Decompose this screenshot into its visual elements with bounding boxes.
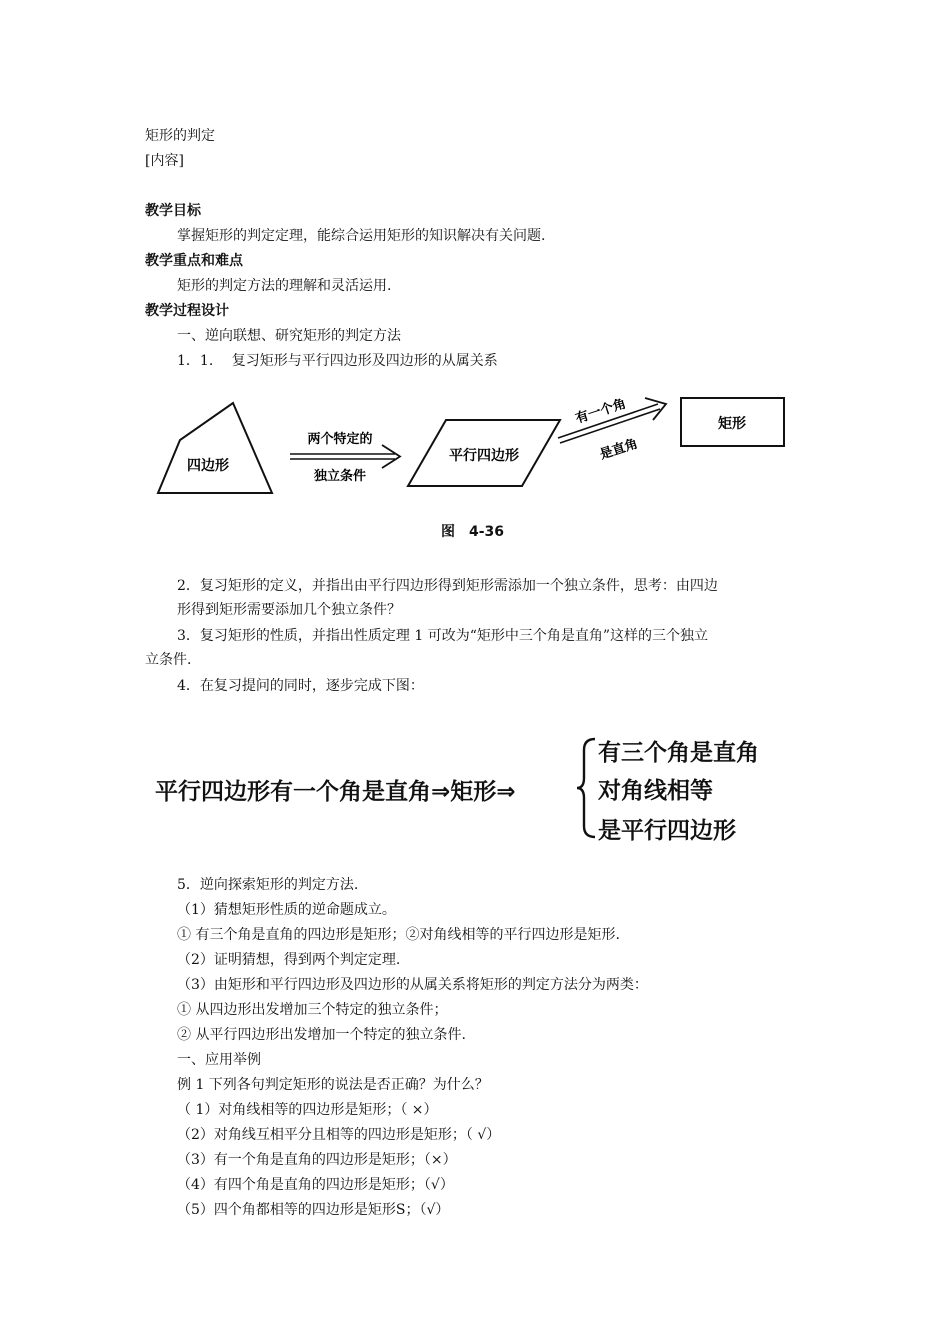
rect-label: 矩形 <box>718 416 746 432</box>
item3-line1: 3．复习矩形的性质，并指出性质定理 1 可改为“矩形中三个角是直角”这样的三个独立 <box>177 628 709 644</box>
quad-label: 四边形 <box>187 458 229 474</box>
question4: （4）有四个角是直角的四边形是矩形；（√） <box>177 1177 454 1193</box>
arrow1-top-label: 两个特定的 <box>307 432 373 447</box>
figure-quadrilateral-relations <box>150 390 800 500</box>
step1-detail: ① 有三个角是直角的四边形是矩形；②对角线相等的平行四边形是矩形. <box>177 927 620 943</box>
step1: （1）猜想矩形性质的逆命题成立。 <box>177 902 396 918</box>
key-heading: 教学重点和难点 <box>145 253 243 269</box>
question5: （5）四个角都相等的四边形是矩形S；（√） <box>177 1202 450 1218</box>
step3: （3）由矩形和平行四边形及四边形的从属关系将矩形的判定方法分为两类： <box>177 977 648 993</box>
goal-heading: 教学目标 <box>145 203 201 219</box>
figure2-right-2: 对角线相等 <box>598 778 713 804</box>
process-heading: 教学过程设计 <box>145 303 229 319</box>
quadrilateral-shape <box>158 403 272 493</box>
para-label: 平行四边形 <box>449 448 519 464</box>
document-title: 矩形的判定 <box>145 128 215 144</box>
step2: （2）证明猜想，得到两个判定定理. <box>177 952 401 968</box>
key-text: 矩形的判定方法的理解和灵活运用. <box>177 278 392 294</box>
item2-line1: 2．复习矩形的定义，并指出由平行四边形得到矩形需添加一个独立条件，思考：由四边 <box>177 578 718 594</box>
content-tag: [内容] <box>145 153 184 169</box>
item5: 5．逆向探索矩形的判定方法. <box>177 877 359 893</box>
question3: （3）有一个角是直角的四边形是矩形；（×） <box>177 1152 457 1168</box>
question2: （2）对角线互相平分且相等的四边形是矩形；（ √） <box>177 1127 501 1143</box>
category1: ① 从四边形出发增加三个特定的独立条件； <box>177 1002 448 1018</box>
arrow2-top-label: 有一个角 <box>573 396 628 427</box>
item4: 4．在复习提问的同时，逐步完成下图： <box>177 678 424 694</box>
item1: 1．1. 复习矩形与平行四边形及四边形的从属关系 <box>177 353 498 369</box>
part2-title: 一、应用举例 <box>177 1052 261 1068</box>
figure2-right-3: 是平行四边形 <box>598 818 736 844</box>
example1: 例 1 下列各句判定矩形的说法是否正确？为什么？ <box>177 1077 489 1093</box>
goal-text: 掌握矩形的判定定理，能综合运用矩形的知识解决有关问题. <box>177 228 546 244</box>
part1-title: 一、逆向联想、研究矩形的判定方法 <box>177 328 401 344</box>
item2-line2: 形得到矩形需要添加几个独立条件？ <box>177 602 401 618</box>
brace-icon <box>575 736 599 840</box>
category2: ② 从平行四边形出发增加一个特定的独立条件. <box>177 1027 466 1043</box>
figure1-caption: 图 4-36 <box>441 524 505 540</box>
arrow2-bottom-label: 是直角 <box>598 436 640 463</box>
double-arrow-1 <box>290 445 400 468</box>
question1: （ 1）对角线相等的四边形是矩形；（ ×） <box>177 1102 438 1118</box>
figure2-left-chain: 平行四边形有一个角是直角⇒矩形⇒ <box>155 779 516 805</box>
item3-line2: 立条件. <box>145 652 192 668</box>
arrow1-bottom-label: 独立条件 <box>313 469 367 484</box>
figure2-right-1: 有三个角是直角 <box>598 740 759 766</box>
